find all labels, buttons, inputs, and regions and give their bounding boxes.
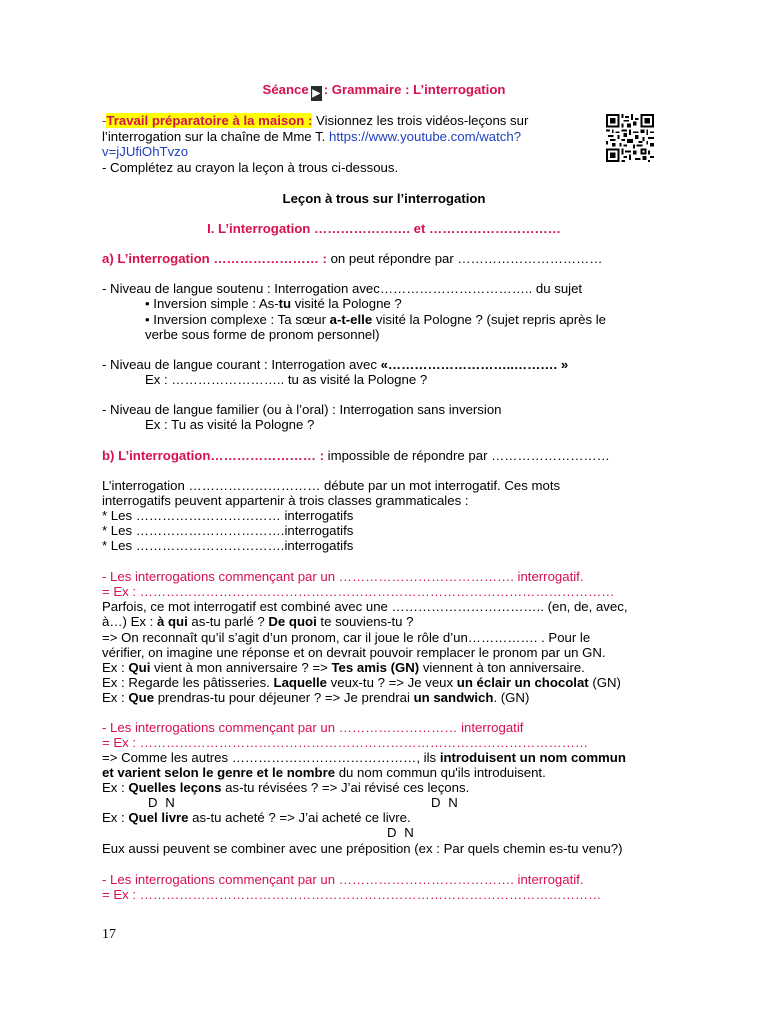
- group-2-eux: Eux aussi peuvent se combiner avec une préposition (ex : Par quels chemin es-tu venu?): [102, 841, 623, 856]
- laq-mid: veux-tu ? => Je veux: [327, 675, 457, 690]
- familier-example: Ex : Tu as visité la Pologne ?: [145, 417, 315, 432]
- prep-line-1: [102, 113, 598, 129]
- list-item: * Les …………………………….interrogatifs: [102, 523, 354, 538]
- group-1-example-2: [102, 614, 414, 630]
- group-1-recon-2: vérifier, on imagine une réponse et on devrait pouvoir remplacer le pronom par un GN.: [102, 645, 606, 660]
- part-a-title: a) L’interrogation …………………… :: [102, 251, 327, 266]
- part-b-rest: impossible de répondre par ………………………: [323, 448, 610, 463]
- prep-instruction: - Complétez au crayon la leçon à trous ci-dessous.: [102, 160, 399, 175]
- group-2-varient: [102, 765, 546, 781]
- inversion-simple: [145, 296, 402, 312]
- quel-post: as-tu acheté ? => J’ai acheté ce livre.: [188, 810, 411, 825]
- section-1-heading: I. L’interrogation …………………. et …………………………: [207, 221, 561, 236]
- quel-bold: Quel livre: [128, 810, 189, 825]
- laq-post: (GN): [588, 675, 621, 690]
- qui-bold: Qui: [128, 660, 151, 675]
- que-answer-bold: un sandwich: [413, 690, 494, 705]
- prep-line-2-text: l’interrogation sur la chaîne de Mme T.: [102, 129, 329, 144]
- prep-line-1-text: Visionnez les trois vidéos-leçons sur: [312, 113, 529, 128]
- qui-pre: Ex :: [102, 660, 129, 675]
- quelles-bold: Quelles leçons: [128, 780, 222, 795]
- ex2-post: te souviens-tu ?: [316, 614, 414, 629]
- que-mid: prendras-tu pour déjeuner ? => Je prendrai: [154, 690, 414, 705]
- group-1-ex-que: [102, 690, 529, 706]
- quelles-pre: Ex :: [102, 780, 129, 795]
- part-b-intro-2: interrogatifs peuvent appartenir à trois classes grammaticales :: [102, 493, 469, 508]
- comme-text: => Comme les autres ……………………………………, ils: [102, 750, 440, 765]
- qui-answer-bold: Tes amis (GN): [331, 660, 420, 675]
- courant-blank: «………………………..………. »: [380, 357, 569, 372]
- que-bold: Que: [128, 690, 155, 705]
- quelles-post: as-tu révisées ? => J’ai révisé ces leçons.: [221, 780, 470, 795]
- youtube-link-continued[interactable]: v=jJUfiOhTvzo: [102, 144, 189, 159]
- inv-simple-bold: tu: [278, 296, 292, 311]
- part-b-intro-1: L’interrogation ………………………… débute par un mot interrogatif. Ces mots: [102, 478, 561, 493]
- qui-mid: vient à mon anniversaire ? =>: [150, 660, 332, 675]
- courant-example: Ex : …………………….. tu as visité la Pologne ?: [145, 372, 428, 387]
- group-1-example: = Ex : ………………………………………………………………………………………………: [102, 584, 615, 599]
- part-b-heading: [102, 448, 610, 464]
- prep-highlight: Travail préparatoire à la maison :: [106, 113, 313, 128]
- group-1-heading: - Les interrogations commençant par un …………………………………. interrogatif.: [102, 569, 584, 584]
- ex2-bold-2: De quoi: [268, 614, 317, 629]
- part-a-heading: [102, 251, 603, 267]
- qr-code-icon: [606, 114, 654, 162]
- soutenu-line: - Niveau de langue soutenu : Interrogation avec…………………………….. du sujet: [102, 281, 583, 296]
- group-1-recon-1: => On reconnaît qu’il s’agit d’un pronom, car il joue le rôle d’un……………. . Pour le: [102, 630, 591, 645]
- quel-pre: Ex :: [102, 810, 129, 825]
- inv-complexe-text: • Inversion complexe : Ta sœur: [145, 312, 330, 327]
- inv-complexe-bold: a-t-elle: [329, 312, 373, 327]
- part-a-rest: on peut répondre par ……………………………: [326, 251, 603, 266]
- group-1-ex-laquelle: [102, 675, 621, 691]
- inv-simple-text: • Inversion simple : As-: [145, 296, 279, 311]
- ex2-bold-1: à qui: [156, 614, 188, 629]
- comme-bold: introduisent un nom commun: [439, 750, 626, 765]
- list-item: * Les …………………………….interrogatifs: [102, 538, 354, 553]
- inversion-complexe: [145, 312, 606, 328]
- laq-pre: Ex : Regarde les pâtisseries.: [102, 675, 274, 690]
- courant-line: [102, 357, 568, 373]
- prep-line-2: [102, 129, 521, 145]
- group-3-heading: - Les interrogations commençant par un …………………………………. interrogatif.: [102, 872, 584, 887]
- page-number: 17: [102, 927, 116, 942]
- page-title: [0, 82, 768, 101]
- list-item: * Les …………………………… interrogatifs: [102, 508, 354, 523]
- group-2-ex-quel: [102, 810, 411, 826]
- dn-label: D N: [148, 795, 175, 810]
- qui-post: viennent à ton anniversaire.: [419, 660, 585, 675]
- varient-bold: et varient selon le genre et le nombre: [102, 765, 336, 780]
- courant-text: - Niveau de langue courant : Interrogation avec: [102, 357, 381, 372]
- dn-label: D N: [431, 795, 458, 810]
- inv-complexe-post: visité la Pologne ? (sujet repris après le: [372, 312, 607, 327]
- que-post: . (GN): [493, 690, 530, 705]
- youtube-link[interactable]: https://www.youtube.com/watch?: [329, 129, 522, 144]
- group-1-ex-qui: [102, 660, 585, 676]
- prep-dash: -: [102, 113, 107, 128]
- seance-label: Séance: [262, 82, 309, 97]
- dn-label: D N: [387, 825, 414, 840]
- group-1-parfois: Parfois, ce mot interrogatif est combiné avec une …………………………….. (en, de, avec,: [102, 599, 628, 614]
- title-text: : Grammaire : L’interrogation: [323, 82, 506, 97]
- que-pre: Ex :: [102, 690, 129, 705]
- group-2-comme: [102, 750, 626, 766]
- seance-number-badge-icon: ▶: [312, 88, 321, 99]
- group-2-example: = Ex : …………………………………………………………………………………………: [102, 735, 589, 750]
- inv-simple-post: visité la Pologne ?: [291, 296, 402, 311]
- part-b-title: b) L’interrogation…………………… :: [102, 448, 324, 463]
- familier-line: - Niveau de langue familier (ou à l’oral) : Interrogation sans inversion: [102, 402, 502, 417]
- group-3-example: = Ex : ……………………………………………………………………………………………: [102, 887, 602, 902]
- inversion-complexe-line-2: verbe sous forme de pronom personnel): [145, 327, 380, 342]
- ex2-mid: as-tu parlé ?: [187, 614, 269, 629]
- laq-answer-bold: un éclair un chocolat: [456, 675, 589, 690]
- varient-post: du nom commun qu'ils introduisent.: [335, 765, 546, 780]
- group-2-heading: - Les interrogations commençant par un ……………………… interrogatif: [102, 720, 524, 735]
- group-2-ex-quelles: [102, 780, 469, 796]
- lesson-title: Leçon à trous sur l’interrogation: [282, 191, 486, 206]
- laq-bold: Laquelle: [273, 675, 328, 690]
- ex2-pre: à…) Ex :: [102, 614, 157, 629]
